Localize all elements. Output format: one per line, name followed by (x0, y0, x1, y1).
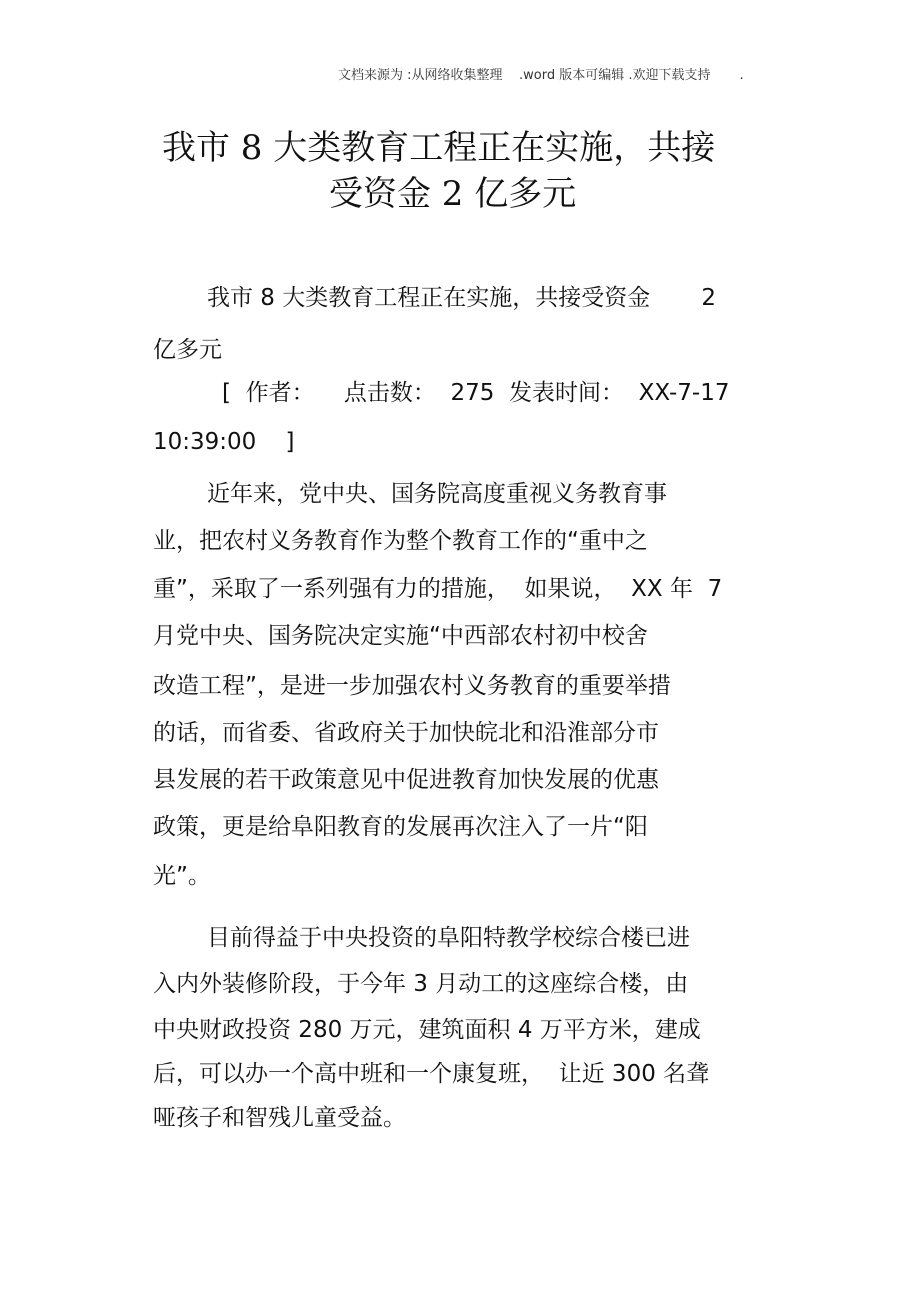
paragraph-1-line-7: 县发展的若干政策意见中促进教育加快发展的优惠 (153, 767, 659, 793)
header-note (0, 64, 920, 109)
paragraph-2-line-1: 目前得益于中央投资的阜阳特教学校综合楼已进 (207, 925, 690, 951)
header-note-text: 文档来源为 :从网络收集整理 .word 版本可编辑 .欢迎下载支持 . (338, 68, 744, 83)
subtitle-line-1: 我市 8 大类教育工程正在实施，共接受资金 2 (207, 285, 717, 311)
paragraph-2-line-4: 后，可以办一个高中班和一个康复班， 让近 300 名聋 (153, 1061, 710, 1087)
paragraph-1-line-4: 月党中央、国务院决定实施“中西部农村初中校舍 (153, 623, 648, 649)
paragraph-2-line-3: 中央财政投资 280 万元，建筑面积 4 万平方米，建成 (153, 1017, 701, 1043)
paragraph-1-line-3: 重”，采取了一系列强有力的措施， 如果说， XX 年 7 (153, 576, 723, 602)
paragraph-1-line-8: 政策，更是给阜阳教育的发展再次注入了一片“阳 (153, 814, 648, 840)
title-line-1: 我市 8 大类教育工程正在实施，共接 (162, 128, 716, 168)
paragraph-1-line-9: 光”。 (153, 863, 211, 889)
paragraph-1-line-6: 的话，而省委、省政府关于加快皖北和沿淮部分市 (153, 720, 659, 746)
paragraph-1-line-2: 业，把农村义务教育作为整个教育工作的“重中之 (153, 528, 648, 554)
title-line-2: 受资金 2 亿多元 (329, 174, 577, 214)
paragraph-2-line-2: 入内外装修阶段，于今年 3 月动工的这座综合楼，由 (153, 971, 689, 997)
subtitle-line-2: 亿多元 (153, 337, 222, 363)
paragraph-2-line-5: 哑孩子和智残儿童受益。 (153, 1105, 406, 1131)
paragraph-1-line-5: 改造工程”，是进一步加强农村义务教育的重要举措 (153, 673, 671, 699)
paragraph-1-line-1: 近年来，党中央、国务院高度重视义务教育事 (207, 481, 667, 507)
meta-line-2: 10:39:00 ] (153, 429, 295, 455)
meta-line-1: [ 作者： 点击数： 275 发表时间： XX-7-17 (222, 380, 730, 406)
